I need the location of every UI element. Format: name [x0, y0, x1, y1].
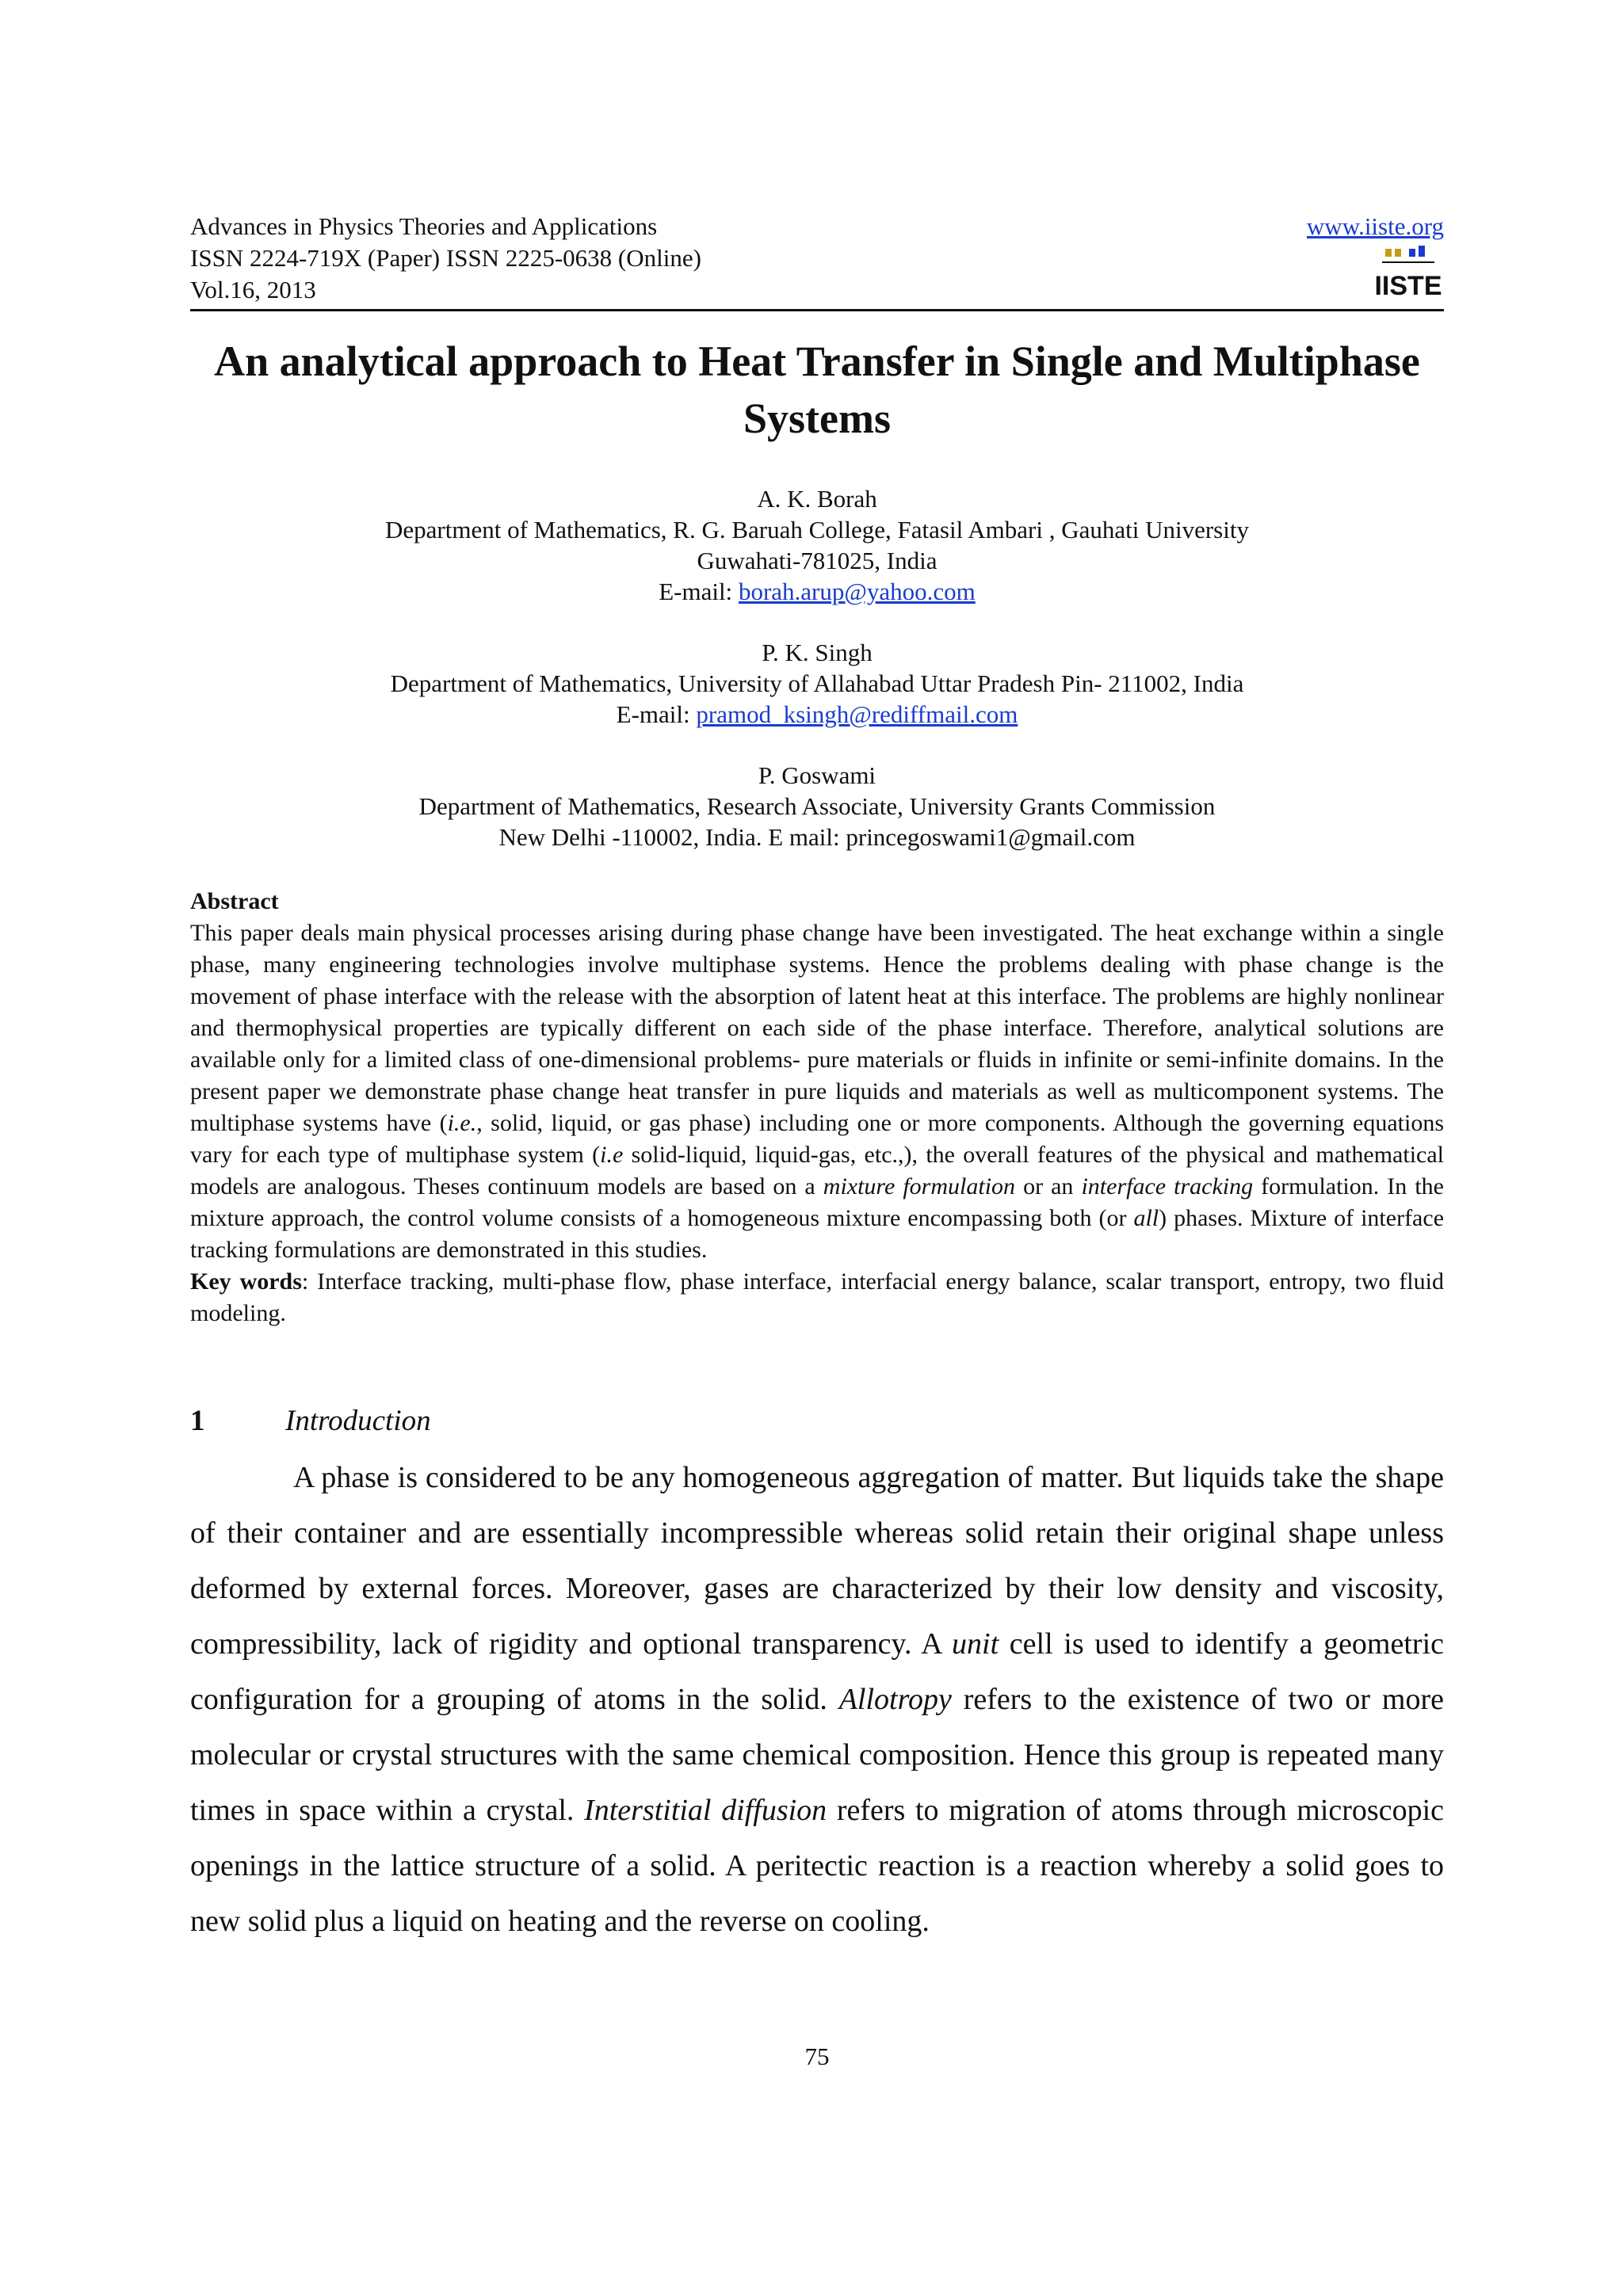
body-text-part: refers to migration of atoms through microscopic openings in the lattice structure of a solid. A peritectic reaction is a reaction whereby a solid goes to new solid plus a liquid on heating and the reverse on cooling.: [190, 1794, 1444, 1938]
abstract-italic: all: [1133, 1205, 1159, 1231]
page-number: 75: [804, 2042, 830, 2070]
paper-title: An analytical approach to Heat Transfer in Single and Multiphase Systems: [214, 338, 1420, 442]
author-name: P. Goswami: [758, 761, 876, 789]
body-text-part: A phase is considered to be any homogeneous aggregation of matter. But liquids take the shape of their container and are essentially incompressible whereas solid retain their original shape unless deformed by external forces. Moreover, gases are characterized by their low density and viscosity, compressibility, lack of rigidity and optional transparency. A: [190, 1461, 1444, 1661]
author-email-link[interactable]: pramod_ksingh@rediffmail.com: [696, 700, 1018, 728]
author-affiliation: Department of Mathematics, Research Associate, University Grants Commission: [418, 792, 1216, 820]
introduction-paragraph: [190, 1450, 1444, 1949]
journal-name: Advances in Physics Theories and Applications: [190, 212, 658, 240]
abstract-text-part: , solid, liquid, or gas phase) including one or more components. Although the governing equations vary for each type of multiphase system (: [190, 1110, 1444, 1168]
body-italic: Allotropy: [838, 1683, 952, 1716]
abstract-text-part: solid-liquid, liquid-gas, etc.,), the overall features of the physical and mathematical models are analogous. Theses continuum models are based on a: [190, 1142, 1444, 1199]
author-1: [190, 483, 1444, 607]
journal-header: [190, 211, 1444, 312]
email-label: E-mail:: [616, 700, 697, 728]
section-title: Introduction: [285, 1405, 431, 1437]
author-address: New Delhi -110002, India. E mail: princegoswami1@gmail.com: [498, 823, 1136, 851]
abstract-section: [190, 886, 1444, 1329]
abstract-text-part: or an: [1015, 1173, 1082, 1199]
author-name: P. K. Singh: [762, 639, 873, 666]
author-email-line: [190, 699, 1444, 730]
section-heading: [190, 1402, 1444, 1440]
journal-issn: ISSN 2224-719X (Paper) ISSN 2225-0638 (Online): [190, 244, 701, 272]
abstract-text-part: formulation. In the mixture approach, the control volume consists of a homogeneous mixture encompassing both (or: [190, 1173, 1444, 1231]
section-number: 1: [190, 1405, 205, 1437]
header-rule: [190, 309, 1444, 311]
author-email-link[interactable]: borah.arup@yahoo.com: [738, 578, 976, 605]
website-link[interactable]: www.iiste.org: [1306, 212, 1444, 240]
keywords-text: : Interface tracking, multi-phase flow, phase interface, interfacial energy balance, scalar transport, entropy, two fluid modeling.: [190, 1268, 1444, 1326]
abstract-heading: Abstract: [190, 888, 279, 914]
author-3: [190, 760, 1444, 852]
abstract-italic: interface tracking: [1081, 1173, 1254, 1199]
body-text-part: cell is used to identify a geometric configuration for a grouping of atoms in the solid.: [190, 1627, 1444, 1716]
abstract-italic: i.e.: [447, 1110, 477, 1136]
body-text-part: refers to the existence of two or more molecular or crystal structures with the same chemical composition. Hence this group is repeated many times in space within a crystal.: [190, 1683, 1444, 1827]
abstract-italic: i.e: [600, 1142, 624, 1168]
author-address: Guwahati-781025, India: [697, 547, 938, 574]
body-italic: unit: [952, 1627, 999, 1661]
author-list: [190, 483, 1444, 883]
journal-volume: Vol.16, 2013: [190, 276, 316, 303]
journal-info: [190, 211, 701, 306]
keywords-label: Key words: [190, 1268, 302, 1295]
abstract-text-part: This paper deals main physical processes arising during phase change have been investigated. The heat exchange within a single phase, many engineering technologies involve multiphase systems. Hence the problems dealing with phase change is the movement of phase interface with the release with the absorption of latent heat at this interface. The problems are highly nonlinear and thermophysical properties are typically different on each side of the phase interface. Therefore, analytical solutions are available only for a limited class of one-dimensional problems- pure materials or fluids in infinite or semi-infinite domains. In the present paper we demonstrate phase change heat transfer in pure liquids and materials as well as multicomponent systems. The multiphase systems have (: [190, 920, 1444, 1136]
email-label: E-mail:: [659, 578, 739, 605]
body-italic: Interstitial diffusion: [584, 1794, 827, 1827]
abstract-text: [190, 917, 1444, 1266]
author-2: [190, 637, 1444, 730]
abstract-text-part: ) phases. Mixture of interface tracking formulations are demonstrated in this studies.: [190, 1205, 1445, 1263]
keywords: [190, 1266, 1444, 1329]
iiste-logo-icon: [1374, 246, 1442, 301]
author-email-line: [190, 576, 1444, 607]
logo-text: IISTE: [1374, 271, 1442, 301]
author-affiliation: Department of Mathematics, University of Allahabad Uttar Pradesh Pin- 211002, India: [390, 669, 1244, 697]
author-name: A. K. Borah: [757, 485, 877, 513]
author-affiliation: Department of Mathematics, R. G. Baruah College, Fatasil Ambari , Gauhati University: [385, 516, 1249, 543]
abstract-italic: mixture formulation: [823, 1173, 1016, 1199]
